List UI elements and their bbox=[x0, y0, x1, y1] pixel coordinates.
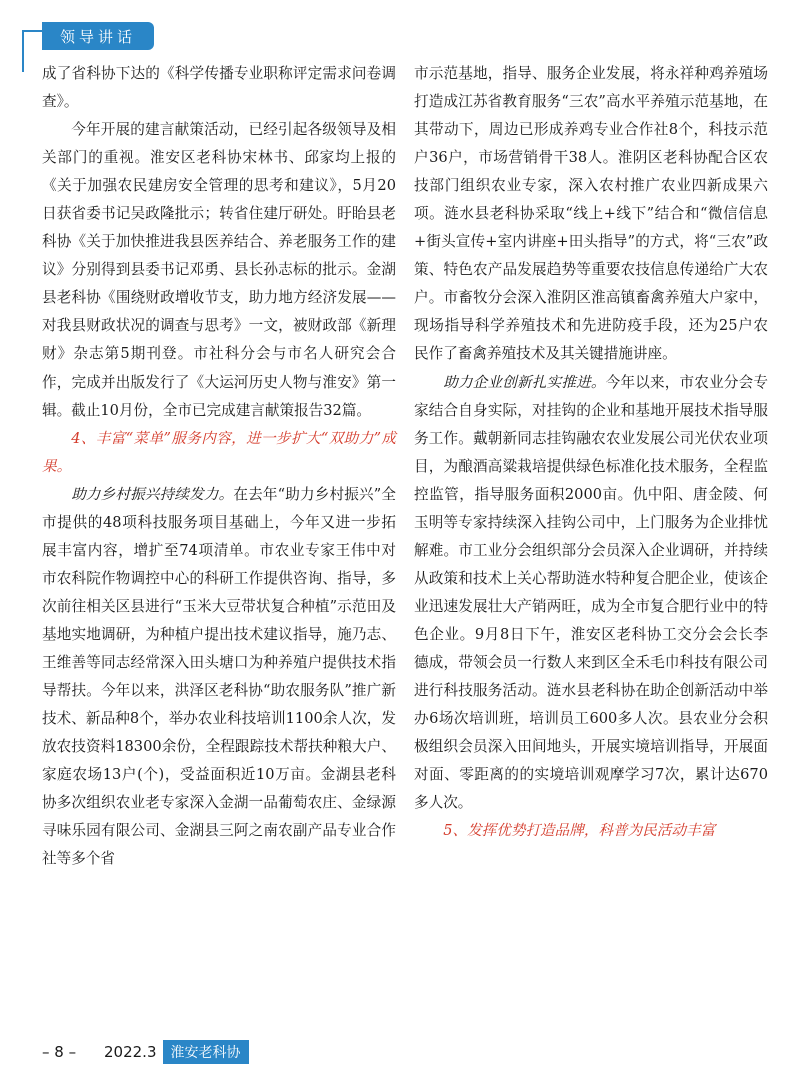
magazine-name: 淮安老科协 bbox=[163, 1040, 249, 1064]
section-subheading: 5、发挥优势打造品牌，科普为民活动丰富 bbox=[443, 822, 716, 840]
section-label: 领导讲话 bbox=[42, 22, 154, 50]
paragraph: 成了省科协下达的《科学传播专业职称评定需求问卷调查》。 bbox=[42, 65, 396, 111]
page-footer bbox=[42, 1040, 249, 1064]
paragraph: 市示范基地，指导、服务企业发展，将永祥种鸡养殖场打造成江苏省教育服务“三农”高水平养殖示范基地，在其带动下，周边已形成养鸡专业合作社8个，科技示范户36户，市场营销骨干38人。淮阴区老科协配合区农技部门组织农业专家，深入农村推广农业四新成果六项。涟水县老科协采取“线上+线下”结合和“微信信息+街头宣传+室内讲座+田头指导”的方式，将“三农”政策、特色农产品发展趋势等重要农技信息传递给广大农户。市畜牧分会深入淮阴区淮高镇畜禽养殖大户家中，现场指导科学养殖技术和先进防疫手段，还为25户农民作了畜禽养殖技术及其关键措施讲座。 bbox=[414, 65, 768, 363]
right-column bbox=[414, 60, 768, 845]
page-number: – 8 – bbox=[42, 1043, 77, 1061]
paragraph-lead: 助力企业创新扎实推进。 bbox=[443, 373, 606, 391]
paragraph-lead: 助力乡村振兴持续发力。 bbox=[71, 485, 234, 503]
left-column bbox=[42, 60, 396, 873]
paragraph: 今年开展的建言献策活动，已经引起各级领导及相关部门的重视。淮安区老科协宋林书、邱家均上报的《关于加强农民建房安全管理的思考和建议》，5月20日获省委书记吴政隆批示；转省住建厅研处。盱眙县老科协《关于加快推进我县医养结合、养老服务工作的建议》分别得到县委书记邓勇、县长孙志标的批示。金湖县老科协《围绕财政增收节支，助力地方经济发展——对我县财政状况的调查与思考》一文，被财政部《新理财》杂志第5期刊登。市社科分会与市名人研究会合作，完成并出版发行了《大运河历史人物与淮安》第一辑。截止10月份，全市已完成建言献策报告32篇。 bbox=[42, 121, 396, 419]
section-subheading: 4、丰富“菜单”服务内容，进一步扩大“双助力”成果。 bbox=[42, 429, 396, 475]
paragraph-body: 今年以来，市农业分会专家结合自身实际，对挂钩的企业和基地开展技术指导服务工作。戴朝新同志挂钩融农农业发展公司光伏农业项目，为酿酒高粱栽培提供绿色标准化技术服务，全程监控监管，指导服务面积2000亩。仇中阳、唐金陵、何玉明等专家持续深入挂钩公司中，上门服务为企业排忧解难。市工业分会组织部分会员深入企业调研，并持续从政策和技术上关心帮助涟水特种复合肥企业，使该企业迅速发展壮大产销两旺，成为全市复合肥行业中的特色企业。9月8日下午，淮安区老科协工交分会会长李德成，带领会员一行数人来到区全禾毛巾科技有限公司进行科技服务活动。涟水县老科协在助企创新活动中举办6场次培训班，培训员工600多人次。县农业分会积极组织会员深入田间地头，开展实境培训指导，开展面对面、零距离的的实境培训观摩学习7次，累计达670多人次。 bbox=[414, 373, 768, 812]
paragraph bbox=[414, 369, 768, 818]
paragraph bbox=[42, 481, 396, 874]
issue-number: 2022.3 bbox=[104, 1043, 157, 1061]
paragraph-body: 在去年“助力乡村振兴”全市提供的48项科技服务项目基础上，今年又进一步拓展丰富内容，增扩至74项清单。市农业专家王伟中对市农科院作物调控中心的科研工作提供咨询、指导，多次前往相关区县进行“玉米大豆带状复合种植”示范田及基地实地调研，为种植户提出技术建议指导，施乃志、王维善等同志经常深入田头塘口为种养殖户提供技术指导帮扶。今年以来，洪泽区老科协“助农服务队”推广新技术、新品种8个，举办农业科技培训1100余人次，发放农技资料18300余份，全程跟踪技术帮扶种粮大户、家庭农场13户(个)，受益面积近10万亩。金湖县老科协多次组织农业老专家深入金湖一品葡萄农庄、金绿源寻味乐园有限公司、金湖县三阿之南农副产品专业合作社等多个省 bbox=[42, 485, 396, 868]
